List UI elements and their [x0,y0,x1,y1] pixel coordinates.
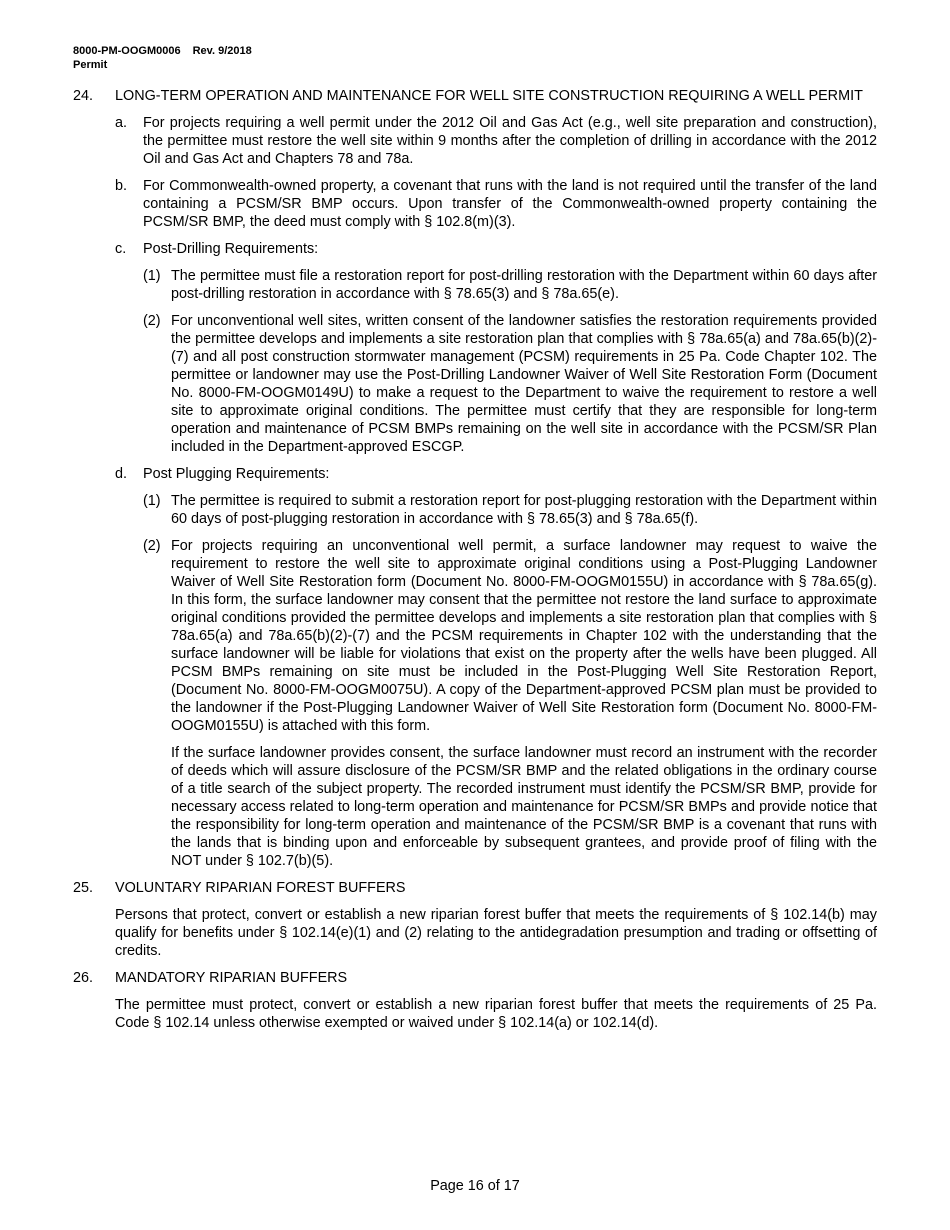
subitem-label: (1) [143,268,161,284]
item-heading: Post-Drilling Requirements: [143,241,319,257]
section-title: LONG-TERM OPERATION AND MAINTENANCE FOR WELL SITE CONSTRUCTION REQUIRING A WELL PERMIT [115,88,863,104]
subitem-label: (2) [143,313,161,329]
item-label: a. [115,115,128,131]
section-26-heading [73,969,877,987]
section-26-text: The permittee must protect, convert or establish a new riparian forest buffer that meets the requirements of 25 Pa. Code § 102.14 unless otherwise exempted or waived under § 102.14(a) or 102.14(d). [115,997,877,1031]
item-24c-2 [143,312,877,456]
subitem-text: For unconventional well sites, written consent of the landowner satisfies the restoration requirements provided the permittee develops and implements a site restoration plan that complies with § 78a.65(a) and 78a.65(b)(2)-(7) and all post construction stormwater management (PCSM) requirements in 25 Pa. Code Chapter 102. The permittee or landowner may use the Post-Drilling Landowner Waiver of Well Site Restoration Form (Document No. 8000-FM-OOGM0149U) to make a request to the Department to waive the requirement to restore a well site to approximate original conditions. The permittee must certify that they are responsible for long-term operation and maintenance of PCSM BMPs remaining on the well site in accordance with the PCSM/SR Plan included in the Department-approved ESCGP. [171,313,877,455]
section-number: 25. [73,880,94,896]
document-header [73,44,252,72]
section-number: 24. [73,88,94,104]
doc-number: 8000-PM-OOGM0006 [73,45,181,57]
section-title: MANDATORY RIPARIAN BUFFERS [115,970,348,986]
section-title: VOLUNTARY RIPARIAN FOREST BUFFERS [115,880,406,896]
item-label: d. [115,466,128,482]
item-24d-2 [143,537,877,735]
item-24c-1 [143,267,877,303]
item-24c [115,240,877,258]
page-content [73,87,877,1041]
item-label: b. [115,178,128,194]
item-24d-2-continuation: If the surface landowner provides consent, the surface landowner must record an instrument with the recorder of deeds which will assure disclosure of the PCSM/SR BMP and the related obligations in the ordinary course of a title search of the subject property. The recorded instrument must identify the PCSM/SR BMP, provide for necessary access related to long-term operation and maintenance for PCSM/SR BMPs and provide notice that the responsibility for long-term operation and maintenance of the PCSM/SR BMP is a covenant that runs with the lands that is binding upon and enforceable by subsequent grantees, and provide proof of filing with the NOT under § 102.7(b)(5). [171,745,877,869]
subitem-text: The permittee is required to submit a restoration report for post-plugging restoration with the Department within 60 days of post-plugging restoration in accordance with § 78.65(3) and § 78a.65(f). [171,493,877,527]
subitem-text: For projects requiring an unconventional well permit, a surface landowner may request to waive the requirement to restore the well site to approximate original conditions using a Post-Plugging Landowner Waiver of Well Site Restoration form (Document No. 8000-FM-OOGM0155U) in accordance with § 78a.65(g). In this form, the surface landowner may consent that the permittee not restore the land surface to approximate original conditions provided the permittee develops and implements a site restoration plan that complies with § 78a.65(a) and 78a.65(b)(2)-(7) and the PCSM requirements in Chapter 102 with the understanding that the surface landowner will be liable for violations that exist on the property after the wells have been plugged. All PCSM BMPs remaining on site must be included in the Post-Plugging Well Site Restoration Report, (Document No. 8000-FM-OOGM0075U). A copy of the Department-approved PCSM plan must be provided to the landowner if the Post-Plugging Landowner Waiver of Well Site Restoration form (Document No. 8000-FM-OOGM0155U) is attached with this form. [171,538,877,734]
item-heading: Post Plugging Requirements: [143,466,330,482]
item-24d [115,465,877,483]
item-text: For projects requiring a well permit under the 2012 Oil and Gas Act (e.g., well site preparation and construction), the permittee must restore the well site within 9 months after the completion of drilling in accordance with the 2012 Oil and Gas Act and Chapters 78 and 78a. [143,115,877,167]
subitem-text: The permittee must file a restoration report for post-drilling restoration with the Department within 60 days after post-drilling restoration in accordance with § 78.65(3) and § 78a.65(e). [171,268,877,302]
section-25-text: Persons that protect, convert or establish a new riparian forest buffer that meets the requirements of § 102.14(b) may qualify for benefits under § 102.14(e)(1) and (2) relating to the antidegradation presumption and trading or offsetting of credits. [115,907,877,959]
subitem-label: (1) [143,493,161,509]
section-25-heading [73,879,877,897]
item-label: c. [115,241,127,257]
section-number: 26. [73,970,94,986]
item-24b [115,177,877,231]
subitem-label: (2) [143,538,161,554]
item-24a [115,114,877,168]
doc-revision: Rev. 9/2018 [192,45,252,57]
header-line-1 [73,44,252,58]
item-24d-1 [143,492,877,528]
page-number: Page 16 of 17 [430,1178,520,1194]
item-text: For Commonwealth-owned property, a covenant that runs with the land is not required until the transfer of the land containing a PCSM/SR BMP occurs. Upon transfer of the Commonwealth-owned property containing the PCSM/SR BMP, the deed must comply with § 102.8(m)(3). [143,178,877,230]
doc-type: Permit [73,59,108,71]
section-24-heading [73,87,877,105]
